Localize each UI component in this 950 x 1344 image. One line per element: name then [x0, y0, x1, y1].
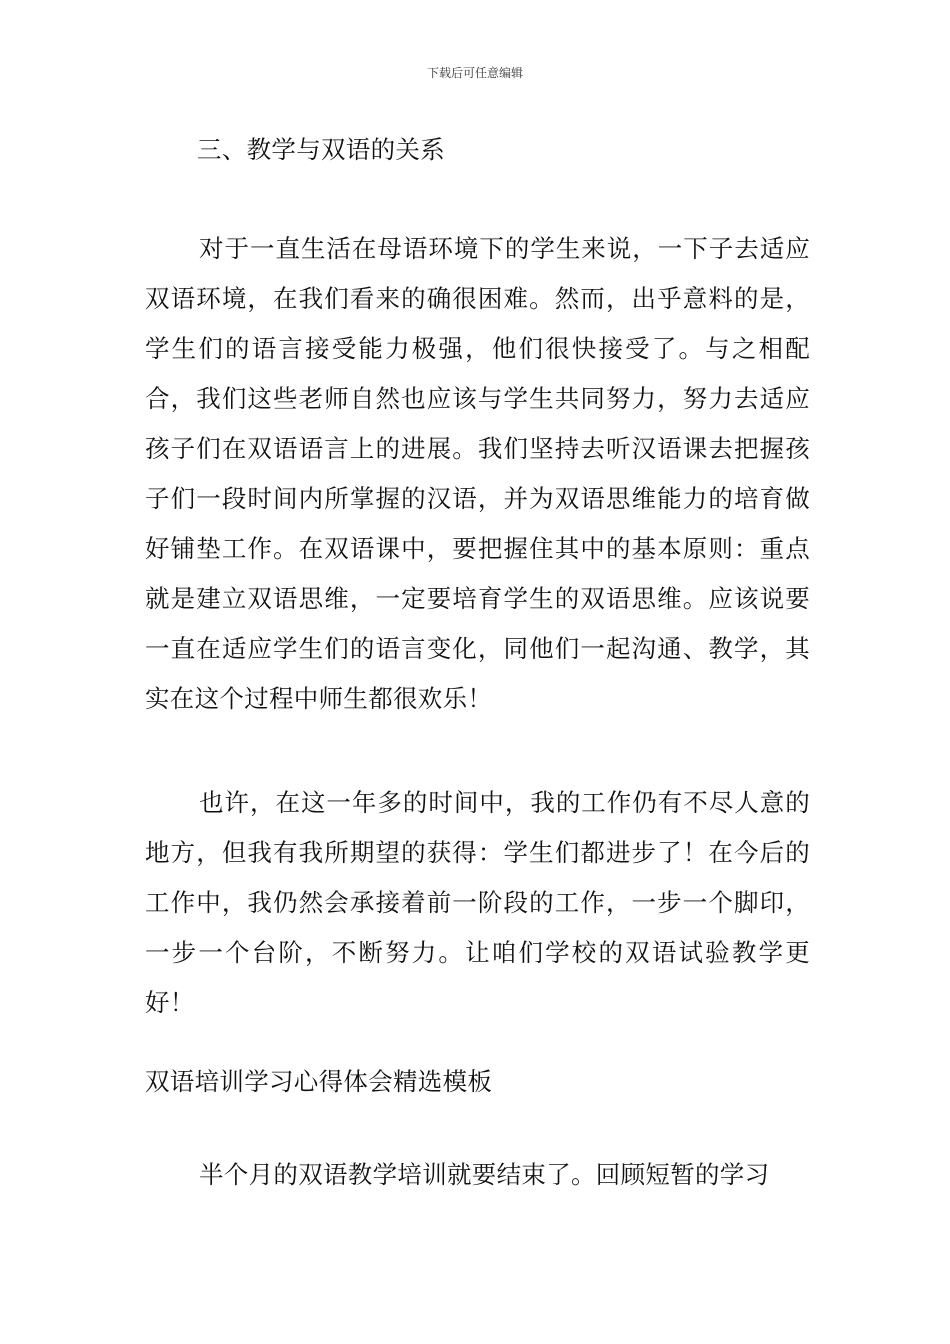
- document-body: [145, 128, 810, 1200]
- spacer: [145, 1104, 810, 1150]
- article-title: 双语培训学习心得体会精选模板: [145, 1067, 493, 1096]
- section-heading: 三、教学与双语的关系: [197, 135, 445, 164]
- spacer: [145, 172, 810, 224]
- paragraph: 也许，在这一年多的时间中，我的工作仍有不尽人意的地方，但我有我所期望的获得：学生们都进步了！在今后的工作中，我仍然会承接着前一阶段的工作，一步一个脚印，一步一个台阶，不断努力。让咱们学校的双语试验教学更好！: [145, 788, 810, 1017]
- page-header-note: 下载后可任意编辑: [426, 66, 523, 80]
- spacer: [145, 1028, 810, 1060]
- paragraph: 对于一直生活在母语环境下的学生来说，一下子去适应双语环境，在我们看来的确很困难。然而，出乎意料的是，学生们的语言接受能力极强，他们很快接受了。与之相配合，我们这些老师自然也应该与学生共同努力，努力去适应孩子们在双语语言上的进展。我们坚持去听汉语课去把握孩子们一段时间内所掌握的汉语，并为双语思维能力的培育做好铺垫工作。在双语课中，要把握住其中的基本原则：重点就是建立双语思维，一定要培育学生的双语思维。应该说要一直在适应学生们的语言变化，同他们一起沟通、教学，其实在这个过程中师生都很欢乐！: [145, 234, 810, 713]
- paragraph: 半个月的双语教学培训就要结束了。回顾短暂的学习: [199, 1160, 770, 1189]
- spacer: [145, 724, 810, 778]
